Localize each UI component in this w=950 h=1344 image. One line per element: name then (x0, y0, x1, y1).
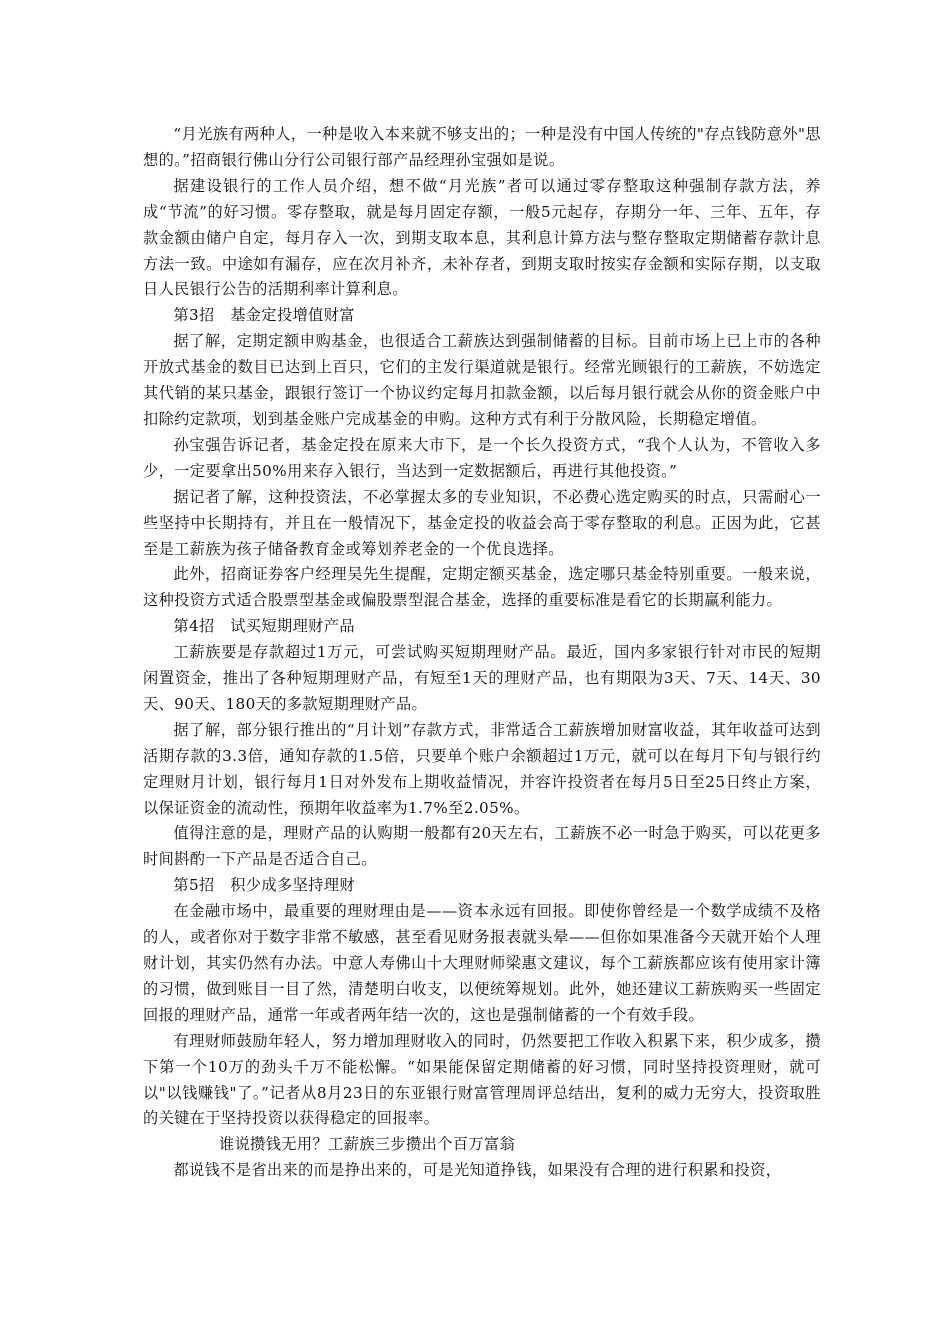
paragraph: 有理财师鼓励年轻人，努力增加理财收入的同时，仍然要把工作收入积累下来，积少成多，攒下第一个10万的劲头千万不能松懈。“如果能保留定期储蓄的好习惯，同时坚持投资理财，就可以"以钱赚钱"了。”记者从8月23日的东亚银行财富管理周评总结出，复利的威力无穷大，投资取胜的关键在于坚持投资以获得稳定的回报率。 (143, 1031, 821, 1128)
paragraph: 孙宝强告诉记者，基金定投在原来大市下，是一个长久投资方式，“我个人认为，不管收入多少，一定要拿出50%用来存入银行，当达到一定数据额后，再进行其他投资。” (143, 435, 821, 480)
paragraph: 值得注意的是，理财产品的认购期一般都有20天左右，工薪族不必一时急于购买，可以花更多时间斟酌一下产品是否适合自己。 (143, 824, 821, 869)
paragraph: 在金融市场中，最重要的理财理由是——资本永远有回报。即使你曾经是一个数学成绩不及格的人，或者你对于数字非常不敏感，甚至看见财务报表就头晕——但你如果准备今天就开始个人理财计划，其实仍然有办法。中意人寿佛山十大理财师梁惠文建议，每个工薪族都应该有使用家计簿的习惯，做到账目一目了然，清楚明白收支，以便统筹规划。此外，她还建议工薪族购买一些固定回报的理财产品，通常一年或者两年结一次的，这也是强制储蓄的一个有效手段。 (143, 902, 821, 1024)
paragraph: 据记者了解，这种投资法，不必掌握太多的专业知识，不必费心选定购买的时点，只需耐心一些坚持中长期持有，并且在一般情况下，基金定投的收益会高于零存整取的利息。正因为此，它甚至是工薪族为孩子储备教育金或筹划养老金的一个优良选择。 (143, 487, 821, 558)
paragraph: 工薪族要是存款超过1万元，可尝试购买短期理财产品。最近，国内多家银行针对市民的短期闲置资金，推出了各种短期理财产品，有短至1天的理财产品，也有期限为3天、7天、14天、30天、90天、180天的多款短期理财产品。 (143, 643, 821, 713)
paragraph: “月光族有两种人，一种是收入本来就不够支出的；一种是没有中国人传统的"存点钱防意外"思想的。”招商银行佛山分行公司银行部产品经理孙宝强如是说。 (143, 125, 821, 169)
document-body (143, 122, 821, 1184)
paragraph: 据建设银行的工作人员介绍，想不做“月光族”者可以通过零存整取这种强制存款方法，养成“节流”的好习惯。零存整取，就是每月固定存额，一般5元起存，存期分一年、三年、五年，存款金额由储户自定，每月存入一次，到期支取本息，其利息计算方法与整存整取定期储蓄存款计息方法一致。中途如有漏存，应在次月补齐，未补存者，到期支取时按实存金额和实际存期，以支取日人民银行公告的活期利率计算利息。 (143, 176, 821, 299)
article-subtitle: 谁说攒钱无用？工薪族三步攒出个百万富翁 (219, 1135, 516, 1154)
section-heading: 第3招 基金定投增值财富 (173, 306, 355, 325)
paragraph: 此外，招商证券客户经理吴先生提醒，定期定额买基金，选定哪只基金特别重要。一般来说，这种投资方式适合股票型基金或偏股票型混合基金，选择的重要标准是看它的长期赢利能力。 (143, 565, 821, 610)
paragraph: 据了解，部分银行推出的“月计划”存款方式，非常适合工薪族增加财富收益，其年收益可达到活期存款的3.3倍，通知存款的1.5倍，只要单个账户余额超过1万元，就可以在每月下旬与银行约定理财月计划，银行每月1日对外发布上期收益情况，并容许投资者在每月5日至25日终止方案，以保证资金的流动性，预期年收益率为1.7%至2.05%。 (143, 720, 821, 817)
section-heading: 第5招 积少成多坚持理财 (173, 876, 355, 895)
section-heading: 第4招 试买短期理财产品 (173, 617, 355, 636)
paragraph: 据了解，定期定额申购基金，也很适合工薪族达到强制储蓄的目标。目前市场上已上市的各种开放式基金的数目已达到上百只，它们的主发行渠道就是银行。经常光顾银行的工薪族，不妨选定其代销的某只基金，跟银行签订一个协议约定每月扣款金额，以后每月银行就会从你的资金账户中扣除约定款项，划到基金账户完成基金的申购。这种方式有利于分散风险，长期稳定增值。 (143, 332, 821, 428)
paragraph: 都说钱不是省出来的而是挣出来的，可是光知道挣钱，如果没有合理的进行积累和投资， (173, 1161, 782, 1180)
